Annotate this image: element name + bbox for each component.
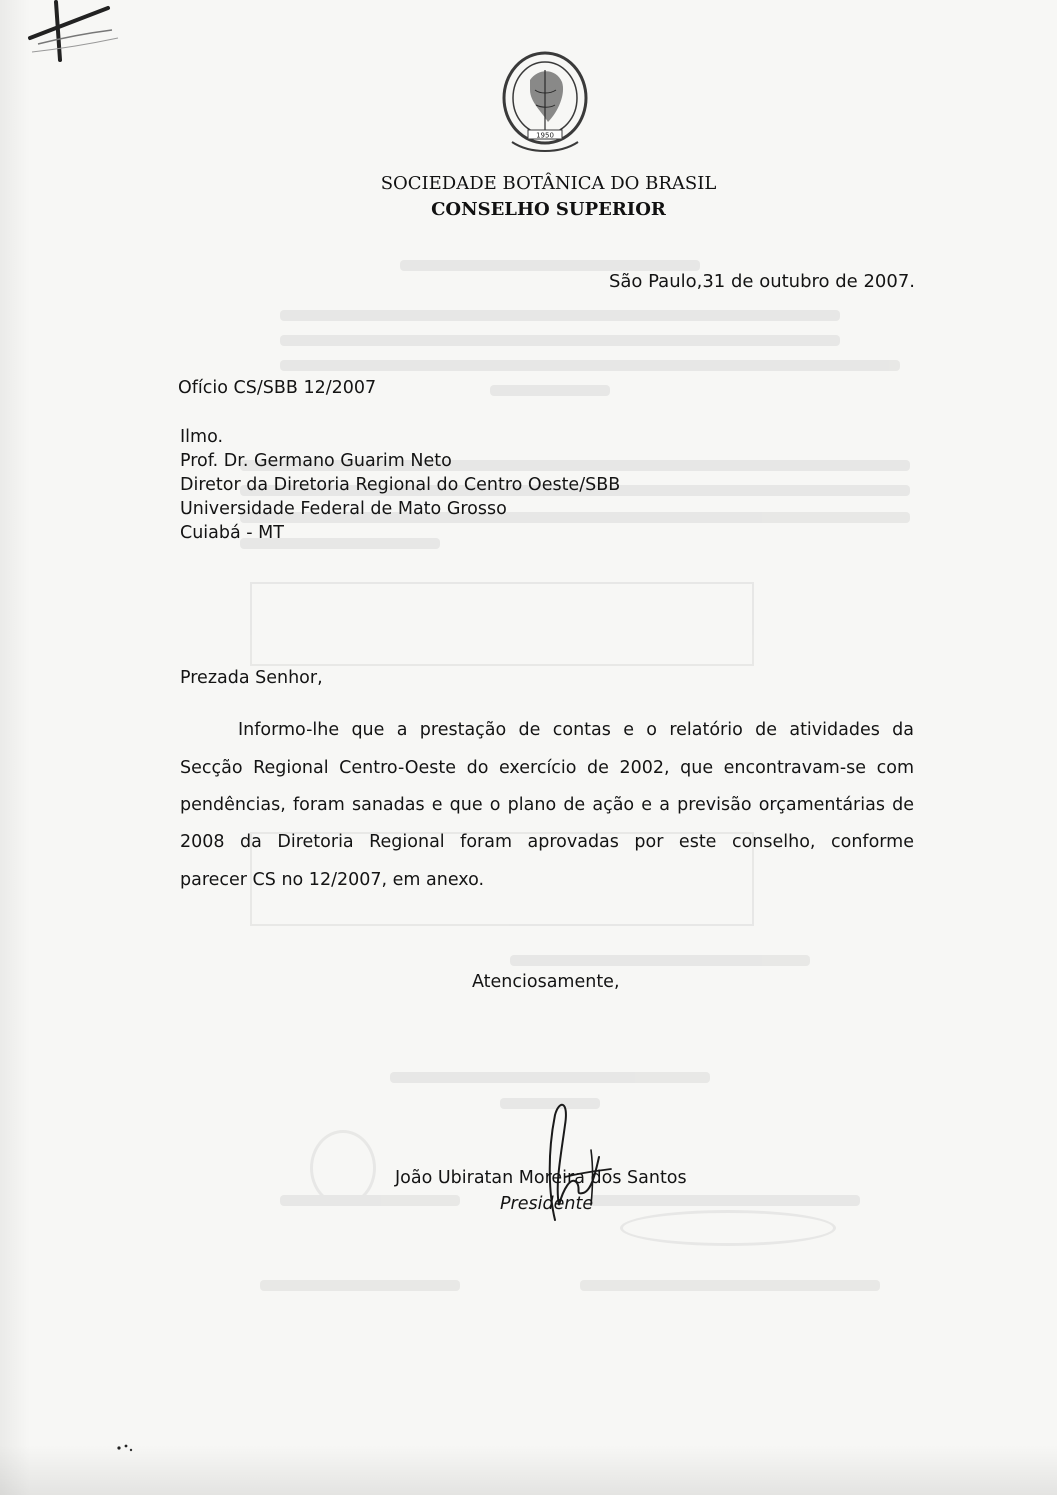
signatory-name: João Ubiratan Moreira dos Santos	[395, 1168, 687, 1188]
seal-year: 1950	[536, 131, 554, 140]
handwritten-corner-mark	[20, 0, 130, 70]
scan-shadow-bottom	[0, 1445, 1057, 1495]
scan-shadow-left	[0, 0, 30, 1495]
recipient-position: Diretor da Diretoria Regional do Centro Oeste/SBB	[180, 475, 621, 495]
recipient-name: Prof. Dr. Germano Guarim Neto	[180, 451, 452, 471]
society-seal-logo	[500, 50, 590, 160]
council-name: CONSELHO SUPERIOR	[431, 199, 666, 220]
body-line: 2008 da Diretoria Regional foram aprovadas por este conselho, conforme	[180, 832, 914, 852]
salutation: Prezada Senhor,	[180, 668, 323, 688]
closing: Atenciosamente,	[472, 972, 620, 992]
organization-name: SOCIEDADE BOTÂNICA DO BRASIL	[380, 173, 717, 194]
body-line: Secção Regional Centro-Oeste do exercício de 2002, que encontravam-se com	[180, 758, 914, 778]
body-line: pendências, foram sanadas e que o plano de ação e a previsão orçamentárias de	[180, 795, 914, 815]
signatory-role: Presidente	[500, 1194, 594, 1214]
recipient-city: Cuiabá - MT	[180, 523, 284, 543]
body-line: parecer CS no 12/2007, em anexo.	[180, 870, 485, 890]
place-date: São Paulo,31 de outubro de 2007.	[608, 271, 915, 292]
recipient-title: Ilmo.	[180, 427, 224, 447]
letter-reference: Ofício CS/SBB 12/2007	[178, 378, 377, 398]
body-line: Informo-lhe que a prestação de contas e o relatório de atividades da	[238, 720, 914, 740]
scan-speck	[115, 1440, 139, 1454]
recipient-institution: Universidade Federal de Mato Grosso	[180, 499, 507, 519]
